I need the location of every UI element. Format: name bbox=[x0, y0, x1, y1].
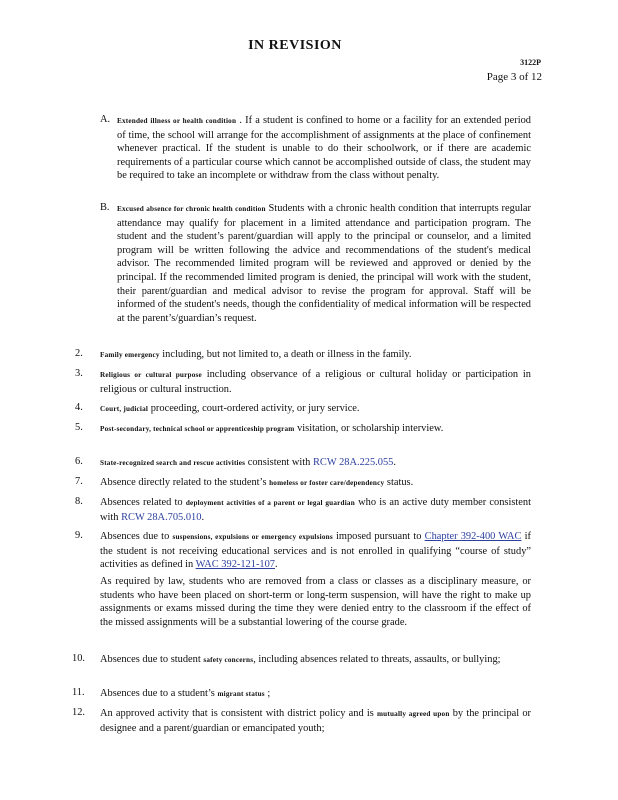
item-number: 4. bbox=[75, 402, 83, 413]
item-number: 6. bbox=[75, 456, 83, 467]
item-number: 9. bbox=[75, 530, 83, 541]
item-label: mutually agreed upon bbox=[376, 710, 450, 718]
wac-chapter-link[interactable]: Chapter 392-400 WAC bbox=[424, 531, 522, 542]
item-7-homeless-foster bbox=[100, 476, 531, 491]
item-b-chronic-health bbox=[117, 202, 531, 325]
item-text-end: status. bbox=[386, 477, 414, 488]
page-title: IN REVISION bbox=[248, 38, 342, 53]
item-text-mid2: if the student is not receiving educational services and is not enrolled in qualifying “course of study” activities as defined in bbox=[100, 531, 531, 571]
item-label: suspensions, expulsions or emergency expulsions bbox=[172, 533, 333, 541]
item-label: deployment activities of a parent or legal guardian bbox=[185, 499, 355, 507]
item-label: Excused absence for chronic health condition bbox=[117, 205, 266, 213]
item-5-post-secondary bbox=[100, 422, 531, 437]
item-3-religious bbox=[100, 368, 531, 396]
item-text-mid: imposed pursuant to bbox=[336, 531, 422, 542]
item-text: Absences due to student bbox=[100, 654, 201, 665]
item-number: 10. bbox=[72, 653, 85, 664]
item-text: including, but not limited to, a death or illness in the family. bbox=[162, 349, 412, 360]
item-text-end: , including absences related to threats, assaults, or bullying; bbox=[253, 654, 501, 665]
item-text-end: . bbox=[275, 559, 278, 571]
item-text: Absences due to bbox=[100, 531, 170, 542]
item-label: Family emergency bbox=[100, 351, 160, 359]
item-label: Court, judicial bbox=[100, 405, 149, 413]
item-2-family-emergency bbox=[100, 348, 531, 363]
item-4-court bbox=[100, 402, 531, 417]
item-text: Absence directly related to the student’s bbox=[100, 477, 267, 488]
item-number: 11. bbox=[72, 687, 85, 698]
item-text: consistent with bbox=[247, 457, 311, 468]
item-text: Absences due to a student’s bbox=[100, 688, 215, 699]
item-number: 2. bbox=[75, 348, 83, 359]
item-label: safety concerns bbox=[203, 656, 254, 664]
item-marker: B. bbox=[100, 202, 110, 213]
item-label: migrant status bbox=[217, 690, 265, 698]
item-label: State-recognized search and rescue activities bbox=[100, 459, 246, 467]
item-10-safety bbox=[100, 653, 531, 668]
item-9-makeup-paragraph: As required by law, students who are removed from a class or classes as a disciplinary measure, or students who have been placed on short-term or long-term suspension, will have the right to make up assignments or exams missed during the time they were denied entry to the classroom if the effect of the missed assignments will be a substantial lowering of the course grade. bbox=[100, 576, 531, 628]
item-9-suspensions bbox=[100, 530, 531, 572]
item-label: Post-secondary, technical school or apprenticeship program bbox=[100, 425, 295, 433]
item-number: 5. bbox=[75, 422, 83, 433]
item-number: 3. bbox=[75, 368, 83, 379]
item-text: proceeding, court-ordered activity, or jury service. bbox=[150, 403, 360, 414]
item-text: Students with a chronic health condition that interrupts regular attendance may qualify for placement in a limited attendance and participation program. The student and the student’s parent/guardian will apply to the principal or counselor, and a limited program will be written following the advice and recommendations of the student's medical advisor. The recommended limited program will be reviewed and approved or denied by the principal. If the recommended limited program is denied, the principal will work with the student, their parent/guardian and medical advisor to revise the program for approval. Staff will be informed of the student's needs, though the confidentiality of medical information will be respected at the parent’s/guardian’s request. bbox=[117, 203, 531, 324]
item-label: Extended illness or health condition bbox=[117, 117, 237, 125]
rcw-link[interactable]: RCW 28A.705.010 bbox=[121, 511, 202, 523]
item-11-migrant bbox=[100, 687, 531, 702]
item-text-end: ; bbox=[267, 688, 271, 699]
item-8-deployment bbox=[100, 496, 531, 524]
page-number: Page 3 of 12 bbox=[486, 71, 542, 83]
item-label: homeless or foster care/dependency bbox=[269, 479, 385, 487]
item-number: 7. bbox=[75, 476, 83, 487]
item-number: 12. bbox=[72, 707, 85, 718]
wac-section-link[interactable]: WAC 392-121-107 bbox=[195, 559, 275, 571]
item-text-end: . bbox=[201, 511, 205, 523]
item-a-extended-illness bbox=[117, 114, 531, 183]
item-marker: A. bbox=[100, 114, 111, 125]
item-text-end: by the principal or designee and a parent/guardian or emancipated youth; bbox=[100, 708, 531, 734]
item-number: 8. bbox=[75, 496, 83, 507]
policy-number: 3122P bbox=[520, 58, 541, 67]
item-text-mid: who is an active duty member consistent with bbox=[100, 497, 531, 523]
item-text: An approved activity that is consistent with district policy and is bbox=[100, 708, 374, 719]
item-12-approved-activity bbox=[100, 707, 531, 735]
item-label: Religious or cultural purpose bbox=[100, 371, 202, 379]
item-text: visitation, or scholarship interview. bbox=[297, 423, 444, 434]
item-text: . If a student is confined to home or a facility for an extended period of time, the school will arrange for the accomplishment of assignments at the place of confinement whenever practical. If the student is unable to do their schoolwork, or if there are academic requirements of a particular course which cannot be accomplished outside of class, the student may be required to take an incomplete or withdraw from the class without penalty. bbox=[117, 115, 531, 182]
item-text-end: . bbox=[393, 457, 396, 468]
item-text: Absences related to bbox=[100, 497, 183, 508]
item-text: including observance of a religious or cultural holiday or participation in religious or cultural instruction. bbox=[100, 369, 531, 395]
rcw-link[interactable]: RCW 28A.225.055 bbox=[313, 457, 394, 468]
item-6-search-rescue bbox=[100, 456, 531, 471]
